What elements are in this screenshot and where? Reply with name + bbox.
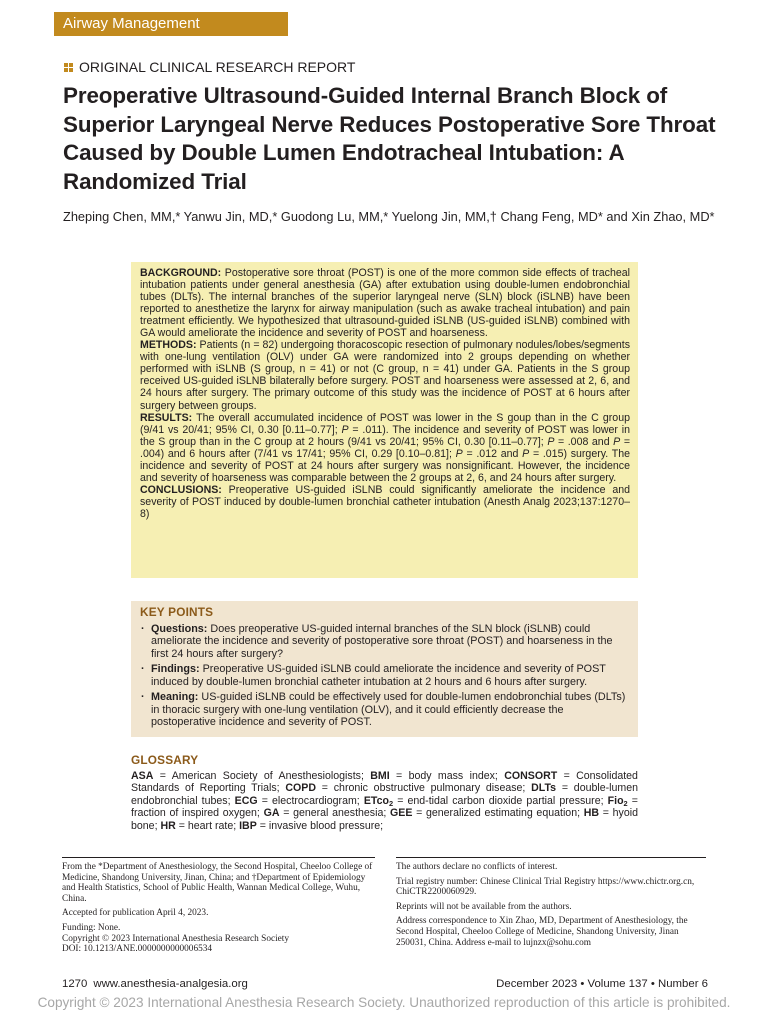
glossary-abbr: GA — [263, 807, 280, 820]
journal-website: www.anesthesia-analgesia.org — [93, 978, 248, 990]
background-label: BACKGROUND: — [140, 267, 222, 279]
methods-text: Patients (n = 82) undergoing thoracoscopic resection of pulmonary nodules/lobes/segments with one-lung ventilation (OLV) under GA were randomized into 2 groups depending on whether performed with iSLNB (S group, n = 41) or not (C group, n = 41) under GA. Patients in the S group received US-guided iSLNB bilaterally before surgery. POST and hoarseness were assessed at 2, 6, and 24 hours after surgery. The primary outcome of this study was the incidence of POST at 6 hours after surgery between groups. — [140, 339, 630, 412]
glossary-def: = American Society of Anesthesiologists; — [159, 769, 364, 782]
page-footer — [62, 978, 708, 990]
glossary-def: = heart rate; — [178, 819, 237, 832]
key-point-text: US-guided iSLNB could be effectively used for double-lumen endobronchial tubes (DLTs) in thoracic surgery with one-lung ventilation (OLV), and it could efficiently decrease the postoperative incidence and severity of POST. — [151, 691, 626, 728]
correspondence: Address correspondence to Xin Zhao, MD, Department of Anesthesiology, the Second Hospital, Cheeloo College of Medicine, Shandong University, Jinan 250031, China. Address e-mail to lujnzx@sohu.com — [396, 916, 688, 948]
abstract-background — [140, 267, 630, 339]
reprints: Reprints will not be available from the authors. — [396, 901, 572, 912]
footer-notes-right — [396, 862, 708, 952]
glossary-abbr: GEE — [390, 807, 413, 820]
glossary-def: = chronic obstructive pulmonary disease; — [321, 782, 526, 795]
results-text-6: = .015) surgery. The incidence and severity of POST at 24 hours after surgery was nonsignificant. However, the incidence and severity of hoarseness was comparable between the 2 groups at 2, 6, and 24 hours after surgery. — [140, 447, 630, 484]
square-bullet-icon — [64, 63, 73, 72]
glossary-def: = hyoid bone; — [131, 807, 638, 832]
glossary-abbr: IBP — [239, 819, 257, 832]
conclusions-label: CONCLUSIONS: — [140, 483, 222, 496]
results-text-5: = .012 and — [466, 447, 519, 460]
conclusions-text: Preoperative US-guided iSLNB could significantly ameliorate the incidence and severity of POST induced by double-lumen bronchial catheter intubation (Anesth Analg 2023;137:1270–8) — [140, 483, 631, 520]
key-point-label: Findings: — [151, 663, 200, 675]
key-point-text: Does preoperative US-guided internal branches of the SLN block (iSLNB) could ameliorate the incidence and severity of postoperative sore throat (POST) and hoarseness in the first 24 hours after surgery? — [151, 622, 613, 660]
abstract-box — [131, 262, 638, 578]
results-text-4: = .004) and 6 hours after (7/41 vs 17/41; 95% CI, 0.29 [0.10–0.81]; — [140, 435, 631, 460]
affiliations: From the *Department of Anesthesiology, the Second Hospital, Cheeloo College of Medicine, Shandong University, Jinan, China; and †Department of Epidemiology and Health Statistics, School of Public Health, Wannan Medical College, Wuhu, China. — [62, 862, 373, 904]
footer-divider — [396, 857, 706, 858]
page-footer-left — [62, 978, 248, 990]
glossary-abbr: HB — [583, 807, 600, 820]
footer-notes-left — [62, 862, 376, 959]
article-title: Preoperative Ultrasound-Guided Internal Branch Block of Superior Laryngeal Nerve Reduces Postoperative Sore Throat Caused by Double Lumen Endotracheal Intubation: A Randomized Trial — [63, 83, 716, 194]
glossary-def: = invasive blood pressure; — [259, 819, 384, 832]
glossary-def: = fraction of inspired oxygen; — [131, 794, 638, 820]
key-point-label: Meaning: — [151, 691, 199, 703]
glossary-abbr: DLTs — [531, 782, 557, 795]
p-value-symbol: P — [613, 435, 621, 448]
glossary-abbr: ETco$_2$ — [363, 794, 394, 808]
results-text-2: = .011). The incidence and severity of POST was lower in the S group than in the C group at 2 hours (9/41 vs 20/41; 95% CI, 0.30 [0.11–0.77]; — [140, 423, 630, 448]
footer-divider — [62, 857, 375, 858]
glossary-abbr: CONSORT — [504, 769, 558, 782]
doi: DOI: 10.1213/ANE.0000000000006534 — [62, 944, 213, 955]
accepted-date: Accepted for publication April 4, 2023. — [62, 908, 209, 919]
results-label: RESULTS: — [140, 411, 193, 424]
page-number: 1270 — [62, 978, 88, 990]
results-text-1: The overall accumulated incidence of POST was lower in the S goup than in the C group (9/41 vs 20/41; 95% CI, 0.30 [0.11–0.77]; — [140, 411, 630, 436]
abstract-conclusions — [140, 484, 630, 520]
glossary-def: = end-tidal carbon dioxide partial pressure; — [397, 794, 604, 807]
glossary-def: = generalized estimating equation; — [416, 807, 581, 820]
p-value-symbol: P — [522, 447, 530, 460]
key-point-item — [140, 663, 629, 688]
key-points-heading: KEY POINTS — [140, 605, 214, 619]
p-value-symbol: P — [455, 447, 463, 460]
glossary-abbr: ECG — [234, 794, 258, 807]
key-point-text: Preoperative US-guided iSLNB could ameliorate the incidence and severity of POST induced by double-lumen bronchial catheter intubation at 2 hours and 6 hours after surgery. — [151, 663, 606, 688]
glossary-abbr: ASA — [131, 769, 154, 782]
glossary-def: = body mass index; — [396, 769, 498, 782]
copyright-line: Copyright © 2023 International Anesthesia Research Society — [62, 933, 290, 944]
report-type-label: ORIGINAL CLINICAL RESEARCH REPORT — [79, 59, 356, 75]
p-value-symbol: P — [547, 435, 555, 448]
glossary-def: = electrocardiogram; — [261, 794, 360, 807]
glossary-def: = double-lumen endobronchial tubes; — [131, 782, 638, 807]
p-value-symbol: P — [341, 423, 349, 436]
results-text-3: = .008 and — [557, 435, 610, 448]
funding: Funding: None. — [62, 922, 121, 933]
glossary-heading: GLOSSARY — [131, 753, 199, 767]
glossary-def: = Consolidated Standards of Reporting Trials; — [131, 769, 638, 795]
issue-info: December 2023 • Volume 137 • Number 6 — [496, 978, 708, 990]
key-point-label: Questions: — [151, 622, 208, 635]
background-text: Postoperative sore throat (POST) is one of the more common side effects of tracheal intubation patients under general anesthesia (GA) after extubation using double-lumen endobronchial tubes (DLTs). The internal branches of the superior laryngeal nerve (SLN) block (iSLNB) have been reported to anesthetize the larynx for airway manipulation (such as awake tracheal intubation) and pain treatment efficiently. We hypothesized that ultrasound-guided iSLNB (US-guided iSLNB) combined with GA would ameliorate the incidence and severity of POST and hoarseness. — [140, 267, 630, 340]
section-label: Airway Management — [54, 12, 288, 36]
key-point-item — [140, 691, 629, 729]
glossary-abbr: Fio$_2$ — [607, 794, 628, 808]
report-type — [64, 59, 355, 75]
glossary-def: = general anesthesia; — [283, 807, 387, 820]
key-point-item — [140, 623, 629, 661]
glossary-entries — [131, 770, 638, 833]
conflicts: The authors declare no conflicts of interest. — [396, 862, 558, 872]
key-points-box — [131, 601, 638, 737]
glossary — [131, 754, 638, 833]
abstract-methods — [140, 339, 630, 411]
glossary-abbr: HR — [160, 819, 176, 832]
glossary-abbr: COPD — [285, 782, 317, 795]
author-list: Zheping Chen, MM,* Yanwu Jin, MD,* Guodong Lu, MM,* Yuelong Jin, MM,† Chang Feng, MD* and Xin Zhao, MD* — [63, 209, 715, 224]
methods-label: METHODS: — [140, 339, 197, 352]
abstract-results — [140, 412, 630, 484]
copyright-watermark: Copyright © 2023 International Anesthesia Research Society. Unauthorized reproduction of this article is prohibited. — [37, 995, 731, 1010]
glossary-abbr: BMI — [370, 769, 390, 782]
trial-registry: Trial registry number: Chinese Clinical Trial Registry https://www.chictr.org.cn, ChiCTR2200060929. — [396, 876, 695, 898]
